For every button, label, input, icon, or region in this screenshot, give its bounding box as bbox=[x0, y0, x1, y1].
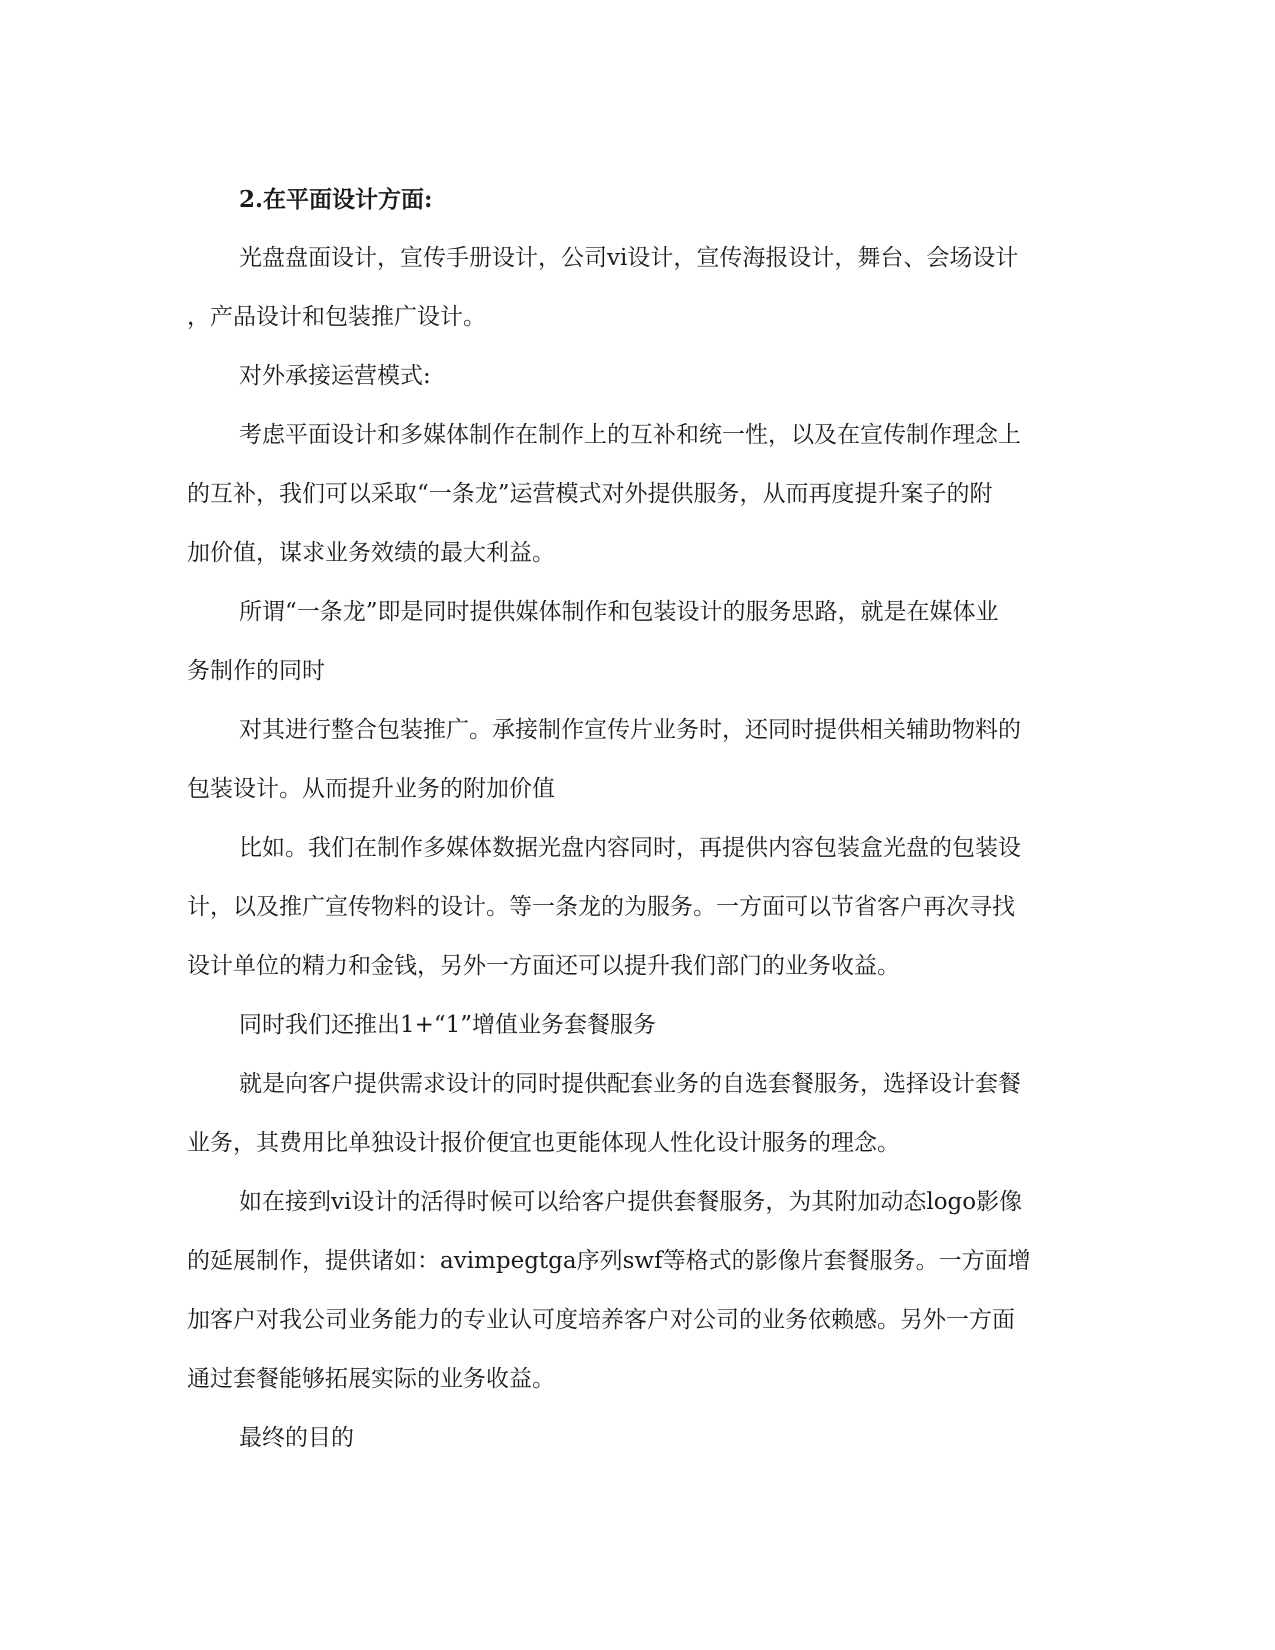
paragraph-line: 务制作的同时 bbox=[187, 658, 325, 684]
paragraph-line: 光盘盘面设计，宣传手册设计，公司vi设计，宣传海报设计，舞台、会场设计 bbox=[239, 245, 1019, 271]
paragraph-line: 计，以及推广宣传物料的设计。等一条龙的为服务。一方面可以节省客户再次寻找 bbox=[187, 894, 1015, 920]
paragraph-line: 考虑平面设计和多媒体制作在制作上的互补和统一性，以及在宣传制作理念上 bbox=[239, 422, 1021, 448]
paragraph-line: 加价值，谋求业务效绩的最大利益。 bbox=[187, 540, 555, 566]
paragraph-line: 如在接到vi设计的活得时候可以给客户提供套餐服务，为其附加动态logo影像 bbox=[239, 1189, 1023, 1215]
paragraph-line: 包装设计。从而提升业务的附加价值 bbox=[187, 776, 555, 802]
section-heading: 2.在平面设计方面: bbox=[239, 186, 433, 213]
paragraph-line: 最终的目的 bbox=[239, 1425, 354, 1451]
document-body bbox=[187, 170, 1087, 1468]
paragraph-line: 同时我们还推出1+“1”增值业务套餐服务 bbox=[239, 1012, 657, 1038]
paragraph-line: ，产品设计和包装推广设计。 bbox=[187, 304, 486, 330]
paragraph-line: 的互补，我们可以采取“一条龙”运营模式对外提供服务，从而再度提升案子的附 bbox=[187, 481, 993, 507]
paragraph-line: 加客户对我公司业务能力的专业认可度培养客户对公司的业务依赖感。另外一方面 bbox=[187, 1307, 1015, 1333]
paragraph-line: 比如。我们在制作多媒体数据光盘内容同时，再提供内容包装盒光盘的包装设 bbox=[239, 835, 1021, 861]
paragraph-line: 对外承接运营模式: bbox=[239, 363, 431, 389]
paragraph-line: 的延展制作，提供诸如：avimpegtga序列swf等格式的影像片套餐服务。一方面增 bbox=[187, 1248, 1031, 1274]
paragraph-line: 就是向客户提供需求设计的同时提供配套业务的自选套餐服务，选择设计套餐 bbox=[239, 1071, 1021, 1097]
paragraph-line: 所谓“一条龙”即是同时提供媒体制作和包装设计的服务思路，就是在媒体业 bbox=[239, 599, 999, 625]
paragraph-line: 设计单位的精力和金钱，另外一方面还可以提升我们部门的业务收益。 bbox=[187, 953, 900, 979]
paragraph-line: 通过套餐能够拓展实际的业务收益。 bbox=[187, 1366, 555, 1392]
paragraph-line: 业务，其费用比单独设计报价便宜也更能体现人性化设计服务的理念。 bbox=[187, 1130, 900, 1156]
paragraph-line: 对其进行整合包装推广。承接制作宣传片业务时，还同时提供相关辅助物料的 bbox=[239, 717, 1021, 743]
